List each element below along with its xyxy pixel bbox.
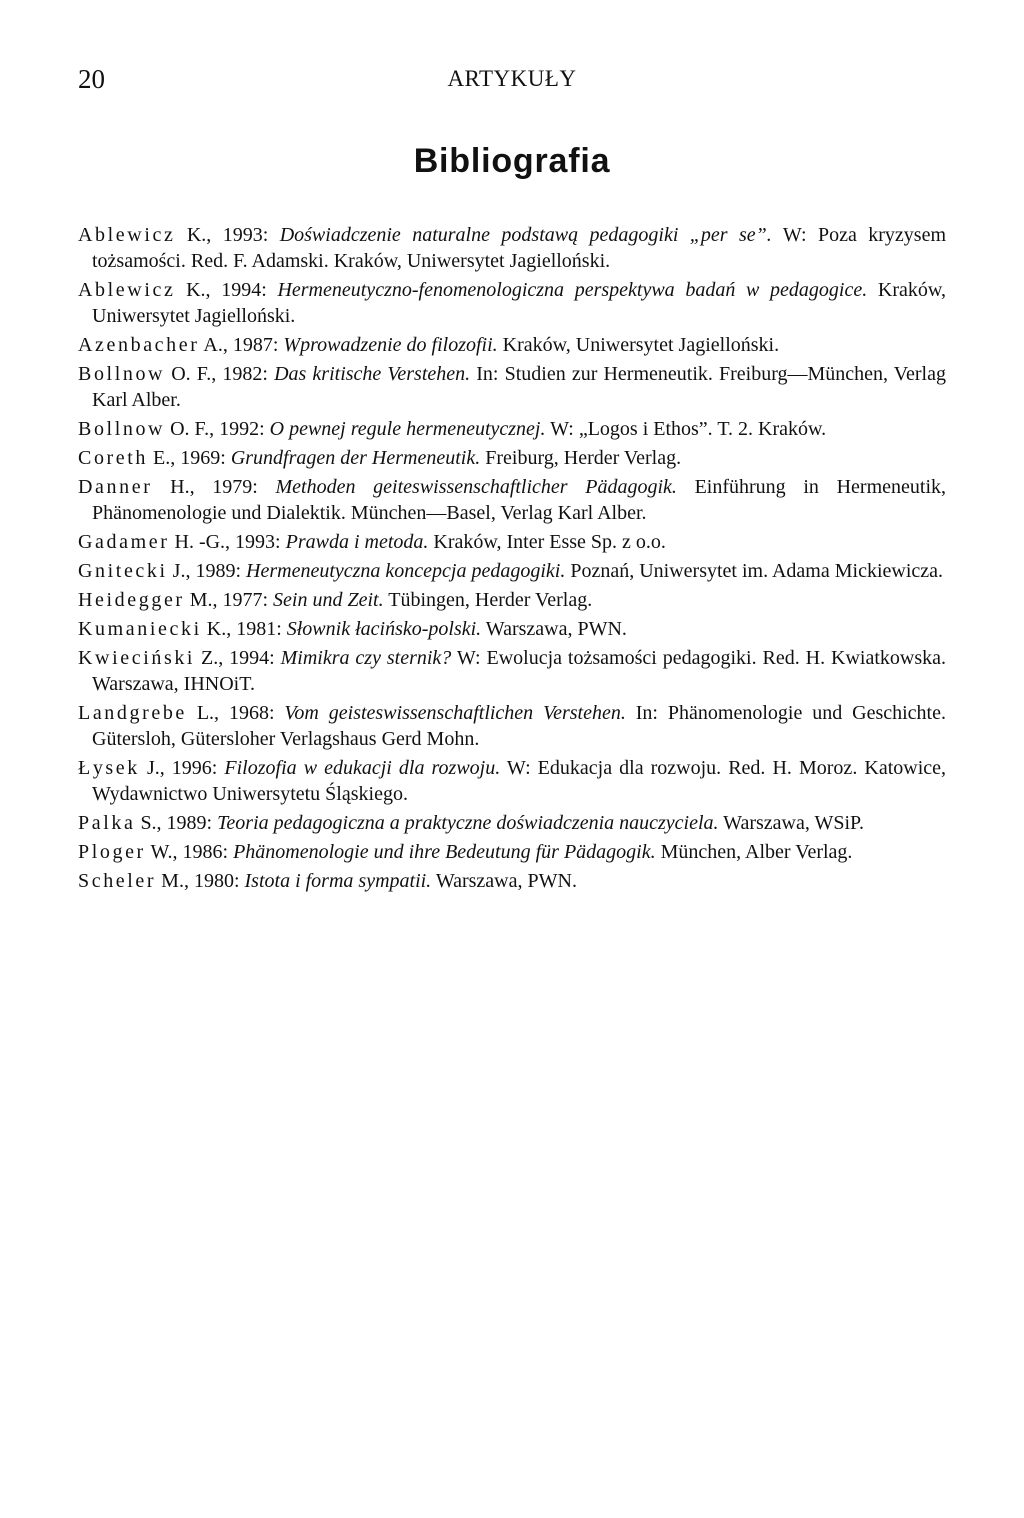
bibliography-entry <box>78 645 946 697</box>
entry-title: Grundfragen der Hermeneutik. <box>230 447 481 469</box>
entry-details: J., 1996: <box>139 757 225 779</box>
page-number: 20 <box>78 64 105 94</box>
entry-details: O. F., 1982: <box>165 363 275 385</box>
entry-source: München, Alber Verlag. <box>655 841 853 863</box>
bibliography-entry <box>78 755 946 807</box>
entry-details: M., 1977: <box>184 589 274 611</box>
entry-author: Gnitecki <box>78 560 168 582</box>
entry-title: Sein und Zeit. <box>273 589 384 611</box>
entry-details: H., 1979: <box>152 476 276 498</box>
entry-details: E., 1969: <box>148 447 231 469</box>
entry-author: Kwieciński <box>78 647 196 669</box>
bibliography-entry <box>78 868 946 894</box>
entry-source: W: Poza kryzysem tożsamości. Red. F. Adamski. Kraków, Uniwersytet Jagielloński. <box>92 224 946 272</box>
entry-details: K., 1993: <box>175 224 280 246</box>
entry-title: Filozofia w edukacji dla rozwoju. <box>224 757 501 779</box>
entry-title: Doświadczenie naturalne podstawą pedagogiki „per se”. <box>279 224 772 246</box>
entry-source: W: „Logos i Ethos”. T. 2. Kraków. <box>545 418 827 440</box>
bibliography-entry <box>78 558 946 584</box>
entry-author: Azenbacher <box>78 334 200 356</box>
entry-title: Hermeneutyczna koncepcja pedagogiki. <box>246 560 566 582</box>
entry-source: In: Studien zur Hermeneutik. Freiburg—München, Verlag Karl Alber. <box>92 363 946 411</box>
bibliography-entry <box>78 587 946 613</box>
entry-source: Poznań, Uniwersytet im. Adama Mickiewicza. <box>565 560 944 582</box>
entry-source: Kraków, Uniwersytet Jagielloński. <box>92 279 947 327</box>
bibliography-entry <box>78 277 946 329</box>
running-title: ARTYKUŁY <box>447 66 577 91</box>
entry-details: J., 1989: <box>167 560 247 582</box>
entry-details: M., 1980: <box>156 870 245 892</box>
entry-author: Ploger <box>78 841 146 863</box>
entry-source: W: Edukacja dla rozwoju. Red. H. Moroz. Katowice, Wydawnictwo Uniwersytetu Śląskiego. <box>92 757 947 805</box>
bibliography-list <box>78 222 946 897</box>
entry-author: Heidegger <box>78 589 185 611</box>
entry-source: Freiburg, Herder Verlag. <box>480 447 682 469</box>
bibliography-entry <box>78 616 946 642</box>
bibliography-entry <box>78 445 946 471</box>
entry-author: Danner <box>78 476 153 498</box>
bibliography-entry <box>78 839 946 865</box>
entry-source: Tübingen, Herder Verlag. <box>383 589 593 611</box>
entry-title: O pewnej regule hermeneutycznej. <box>269 418 546 440</box>
entry-details: A., 1987: <box>199 334 284 356</box>
entry-title: Das kritische Verstehen. <box>274 363 471 385</box>
entry-source: Kraków, Uniwersytet Jagielloński. <box>497 334 780 356</box>
entry-title: Mimikra czy sternik? <box>280 647 452 669</box>
entry-title: Wprowadzenie do filozofii. <box>283 334 498 356</box>
entry-title: Vom geisteswissenschaftlichen Verstehen. <box>284 702 626 724</box>
entry-source: Warszawa, WSiP. <box>718 812 864 834</box>
entry-source: Warszawa, PWN. <box>431 870 577 892</box>
entry-author: Bollnow <box>78 418 166 440</box>
entry-author: Coreth <box>78 447 149 469</box>
entry-details: K., 1994: <box>175 279 278 301</box>
entry-title: Prawda i metoda. <box>285 531 429 553</box>
bibliography-entry <box>78 361 946 413</box>
bibliography-entry <box>78 810 946 836</box>
entry-author: Palka <box>78 812 136 834</box>
entry-author: Gadamer <box>78 531 170 553</box>
entry-source: In: Phänomenologie und Geschichte. Gütersloh, Gütersloher Verlagshaus Gerd Mohn. <box>92 702 946 750</box>
entry-author: Ablewicz <box>78 224 176 246</box>
entry-source: Warszawa, PWN. <box>481 618 627 640</box>
bibliography-entry <box>78 474 946 526</box>
entry-title: Phänomenologie und ihre Bedeutung für Pädagogik. <box>233 841 656 863</box>
bibliography-entry <box>78 700 946 752</box>
entry-title: Methoden geiteswissenschaftlicher Pädagogik. <box>275 476 677 498</box>
bibliography-entry <box>78 222 946 274</box>
entry-title: Hermeneutyczno-fenomenologiczna perspektywa badań w pedagogice. <box>277 279 868 301</box>
bibliography-entry <box>78 416 946 442</box>
entry-title: Słownik łacińsko-polski. <box>286 618 482 640</box>
entry-source: W: Ewolucja tożsamości pedagogiki. Red. H. Kwiatkowska. Warszawa, IHNOiT. <box>92 647 946 695</box>
bibliography-entry <box>78 332 946 358</box>
entry-source: Kraków, Inter Esse Sp. z o.o. <box>428 531 666 553</box>
entry-author: Landgrebe <box>78 702 187 724</box>
entry-source: Einführung in Hermeneutik, Phänomenologie und Dialektik. München—Basel, Verlag Karl Alber. <box>92 476 946 524</box>
entry-author: Łysek <box>78 757 140 779</box>
bibliography-entry <box>78 529 946 555</box>
entry-details: H. -G., 1993: <box>169 531 286 553</box>
entry-details: W., 1986: <box>145 841 234 863</box>
entry-details: K., 1981: <box>201 618 287 640</box>
section-title: Bibliografia <box>413 141 611 180</box>
entry-title: Istota i forma sympatii. <box>244 870 432 892</box>
entry-details: S., 1989: <box>135 812 218 834</box>
entry-title: Teoria pedagogiczna a praktyczne doświadczenia nauczyciela. <box>217 812 719 834</box>
entry-details: L., 1968: <box>186 702 285 724</box>
entry-author: Kumaniecki <box>78 618 202 640</box>
entry-details: Z., 1994: <box>195 647 281 669</box>
entry-author: Ablewicz <box>78 279 176 301</box>
entry-author: Bollnow <box>78 363 166 385</box>
running-header <box>78 62 946 96</box>
entry-details: O. F., 1992: <box>165 418 270 440</box>
entry-author: Scheler <box>78 870 157 892</box>
